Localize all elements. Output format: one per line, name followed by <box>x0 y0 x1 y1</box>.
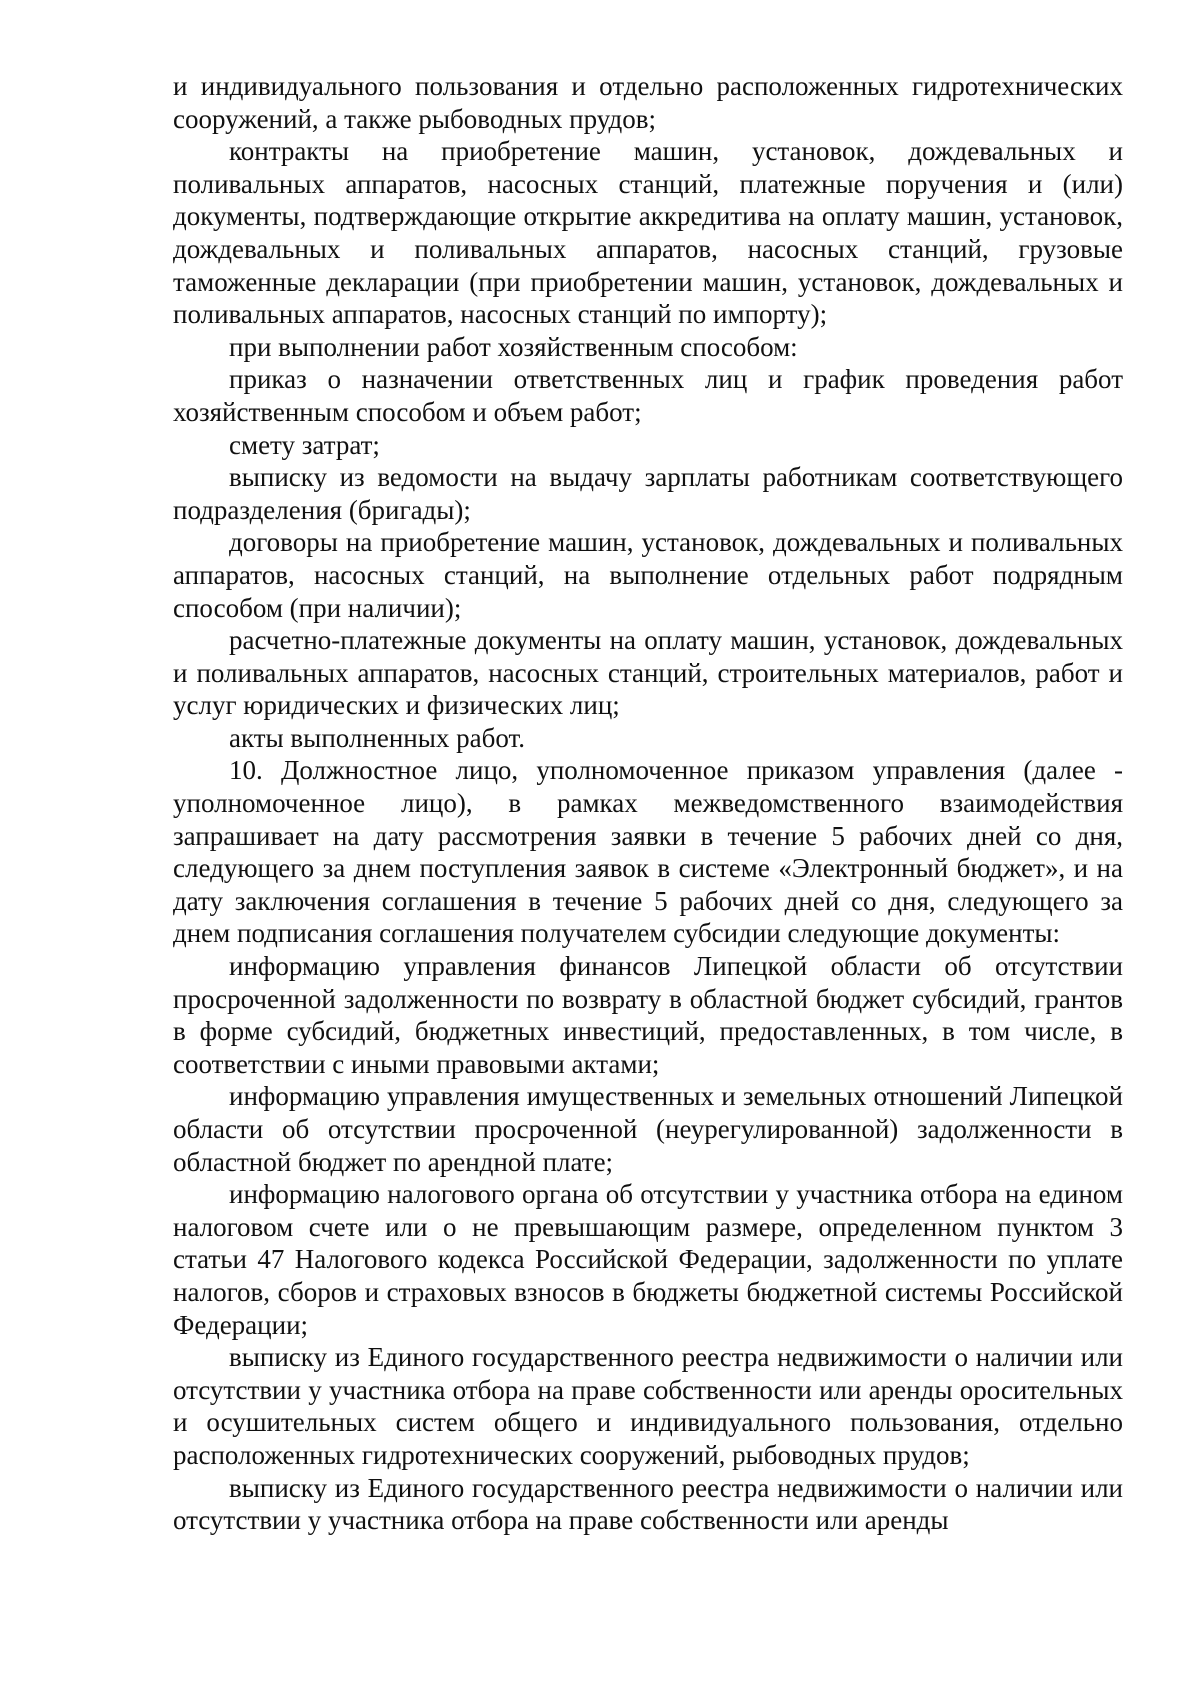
paragraph-agreements: договоры на приобретение машин, установок, дождевальных и поливальных аппаратов, насосных станций, на выполнение отдельных работ подрядным способом (при наличии); <box>173 527 1123 623</box>
paragraph-acts: акты выполненных работ. <box>229 722 525 753</box>
paragraph-finance-info: информацию управления финансов Липецкой области об отсутствии просроченной задолженности по возврату в областной бюджет субсидий, грантов в форме субсидий, бюджетных инвестиций, предоставленных, в том числе, в соответствии с иными правовыми актами; <box>173 951 1123 1079</box>
document-page <box>173 70 1123 1537</box>
paragraph-registry-extract-2: выписку из Единого государственного реестра недвижимости о наличии или отсутствии у участника отбора на праве собственности или аренды <box>173 1472 1123 1536</box>
paragraph-estimate: смету затрат; <box>229 429 380 460</box>
paragraph-order: приказ о назначении ответственных лиц и график проведения работ хозяйственным способом и объем работ; <box>173 364 1123 427</box>
paragraph-payroll: выписку из ведомости на выдачу зарплаты работникам соответствующего подразделения (бригады); <box>173 462 1123 525</box>
paragraph-registry-extract-1: выписку из Единого государственного реестра недвижимости о наличии или отсутствии у участника отбора на праве собственности или аренды оросительных и осушительных систем общего и индивидуального пользования, отдельно расположенных гидротехнических сооружений, рыбоводных прудов; <box>173 1342 1123 1470</box>
paragraph-own-works: при выполнении работ хозяйственным способом: <box>229 331 798 362</box>
paragraph-property-info: информацию управления имущественных и земельных отношений Липецкой области об отсутствии просроченной (неурегулированной) задолженности в областной бюджет по арендной плате; <box>173 1081 1123 1177</box>
paragraph-continuation: и индивидуального пользования и отдельно расположенных гидротехнических сооружений, а также рыбоводных прудов; <box>173 71 1123 134</box>
paragraph-item-10: 10. Должностное лицо, уполномоченное приказом управления (далее - уполномоченное лицо), в рамках межведомственного взаимодействия запрашивает на дату рассмотрения заявки в течение 5 рабочих дней со дня, следующего за днем поступления заявок в системе «Электронный бюджет», и на дату заключения соглашения в течение 5 рабочих дней со дня, следующего за днем подписания соглашения получателем субсидии следующие документы: <box>173 755 1123 949</box>
paragraph-payment-docs: расчетно-платежные документы на оплату машин, установок, дождевальных и поливальных аппаратов, насосных станций, строительных материалов, работ и услуг юридических и физических лиц; <box>173 625 1123 721</box>
paragraph-contracts: контракты на приобретение машин, установок, дождевальных и поливальных аппаратов, насосных станций, платежные поручения и (или) документы, подтверждающие открытие аккредитива на оплату машин, установок, дождевальных и поливальных аппаратов, насосных станций, грузовые таможенные декларации (при приобретении машин, установок, дождевальных и поливальных аппаратов, насосных станций по импорту); <box>173 136 1123 330</box>
paragraph-tax-info: информацию налогового органа об отсутствии у участника отбора на едином налоговом счете или о не превышающим размере, определенном пунктом 3 статьи 47 Налогового кодекса Российской Федерации, задолженности по уплате налогов, сборов и страховых взносов в бюджеты бюджетной системы Российской Федерации; <box>173 1179 1123 1340</box>
